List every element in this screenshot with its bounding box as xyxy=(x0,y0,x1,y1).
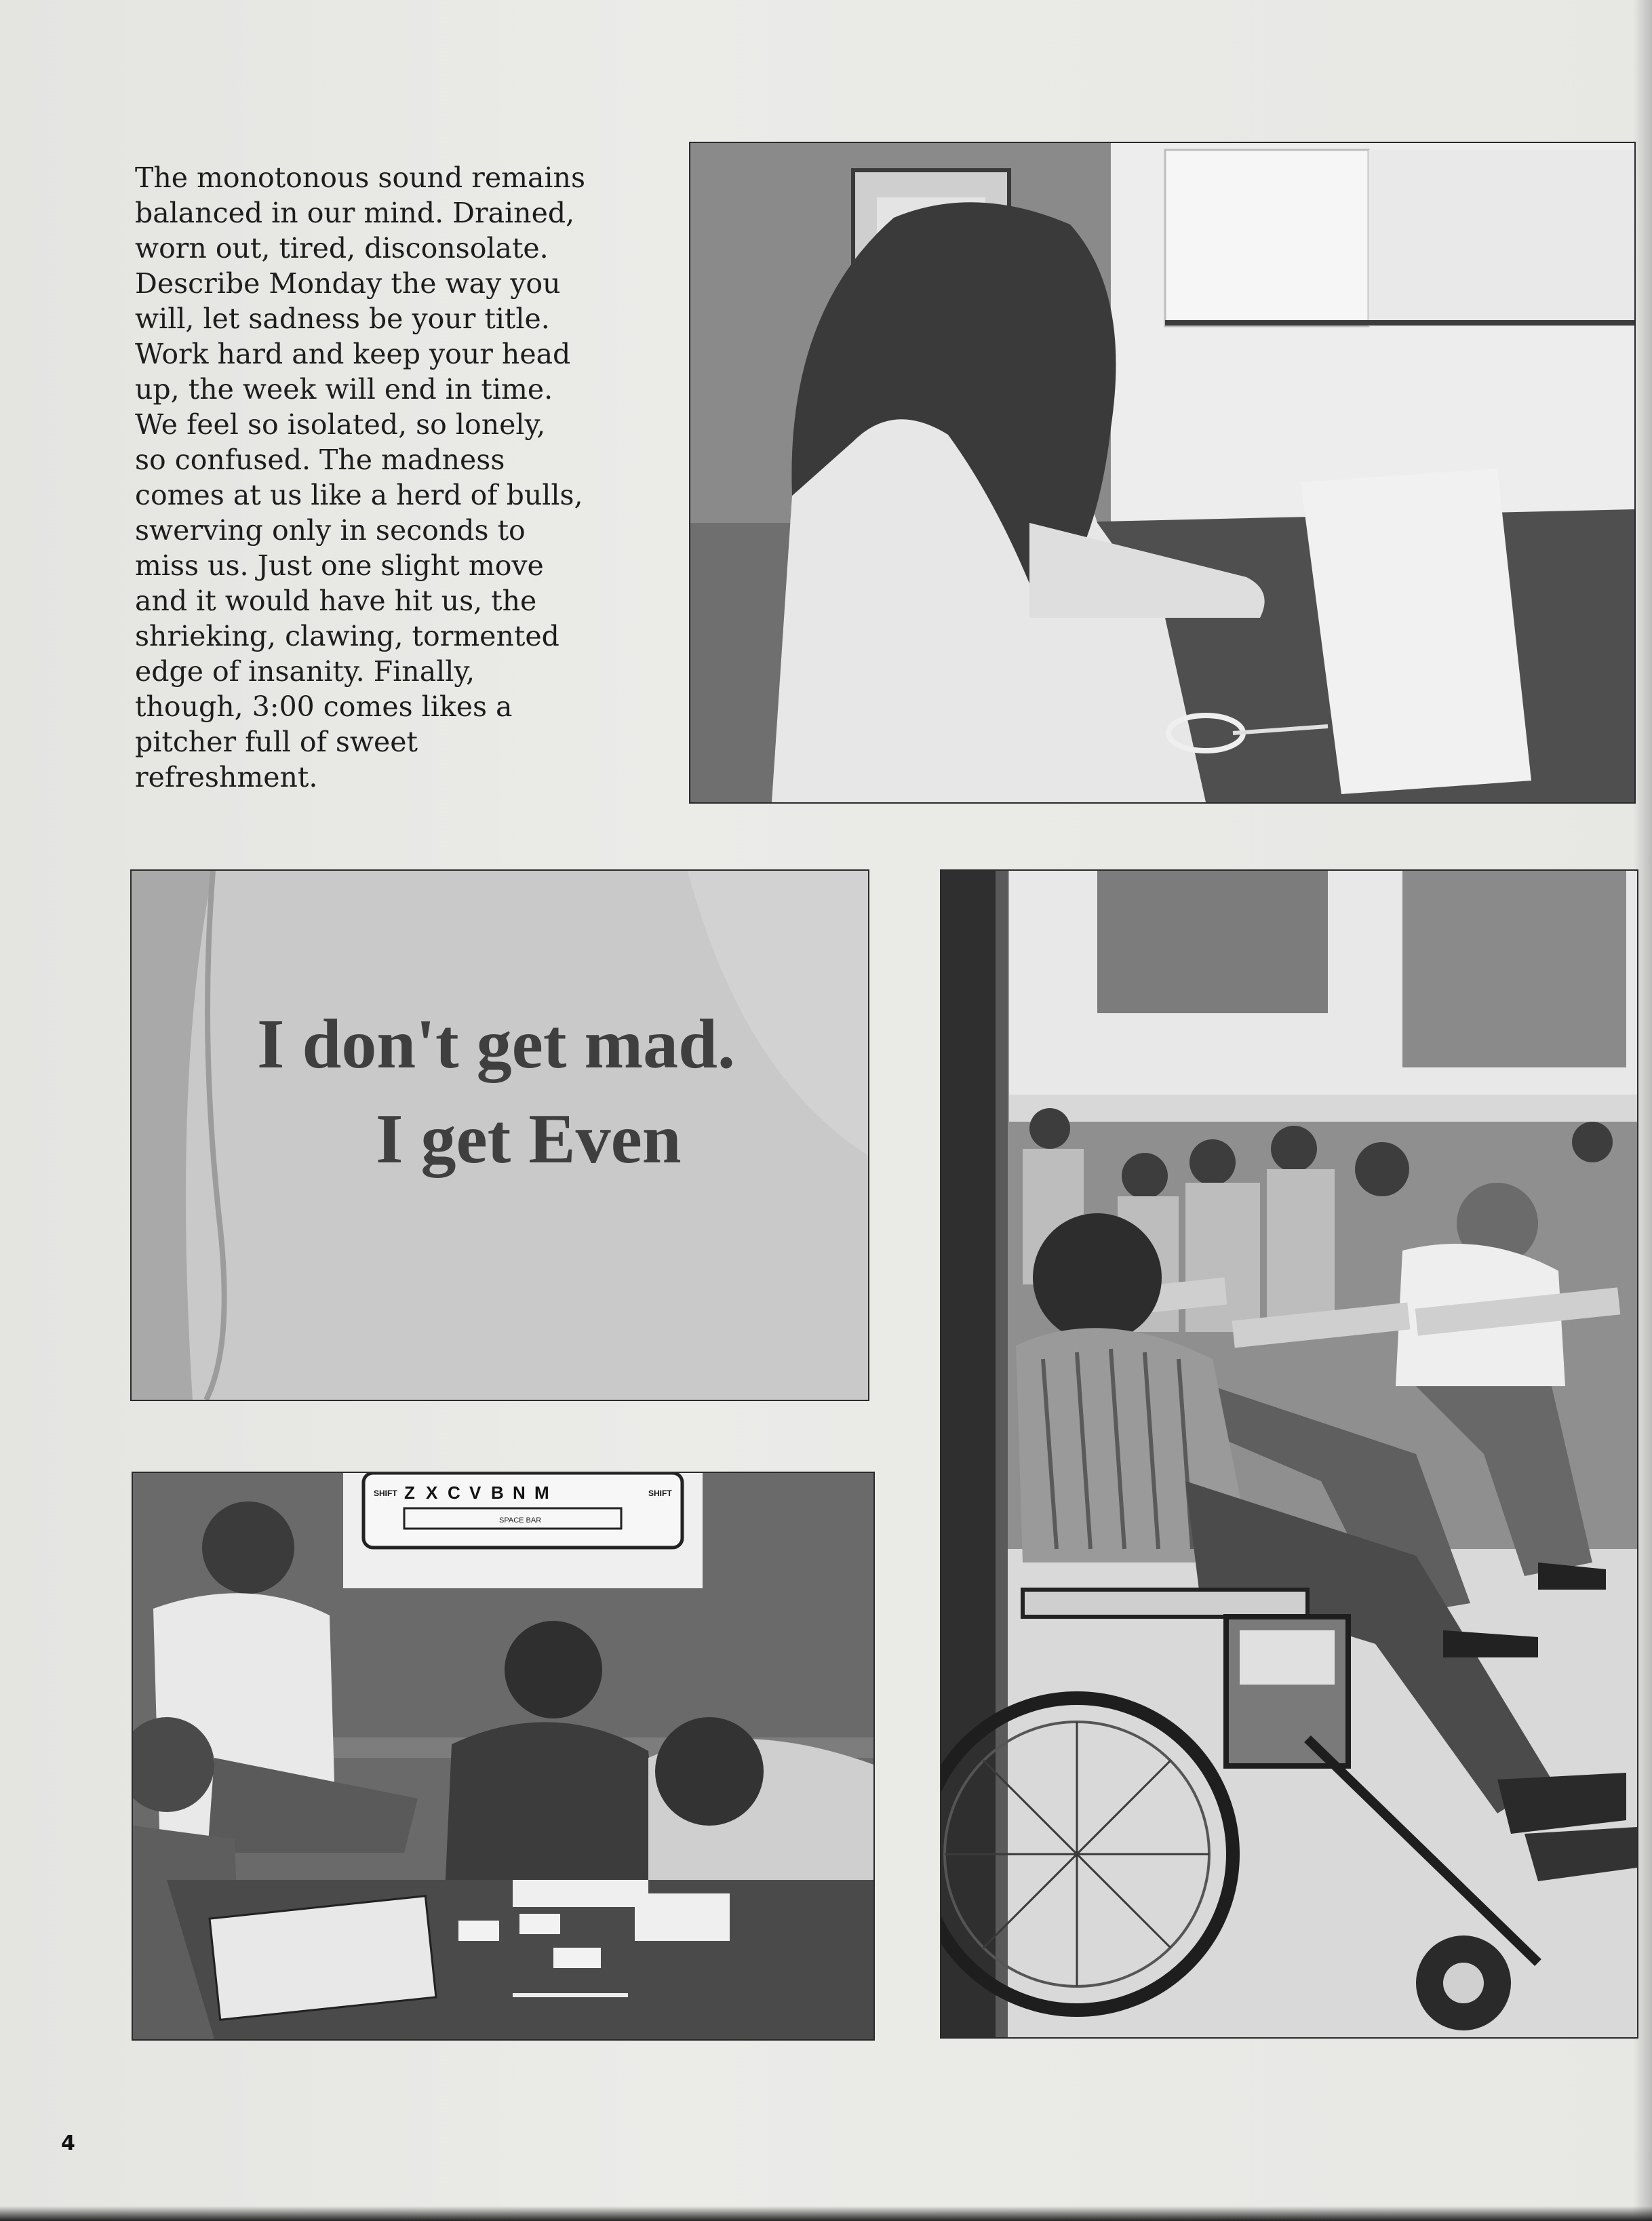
photo-tshirt-slogan xyxy=(130,869,869,1401)
shirt-slogan-line2: I get Even xyxy=(376,1100,682,1178)
page-bottom-edge xyxy=(0,2206,1652,2221)
poster-key-z: Z xyxy=(404,1482,415,1503)
photo-classroom-wheelchair xyxy=(940,869,1638,2039)
photo-students-board-game xyxy=(132,1472,875,2041)
poster-key-n: N xyxy=(513,1482,526,1503)
poster-key-m: M xyxy=(534,1482,549,1503)
poster-key-b: B xyxy=(491,1482,504,1503)
poster-shift-left: SHIFT xyxy=(374,1489,397,1498)
body-text: The monotonous sound remains balanced in our mind. Drained, worn out, tired, disconsolate. Describe Monday the way you will, let sadness be your title. Work hard and keep your head up, the week will end in time. We feel so isolated, so lonely, so confused. The madness comes at us like a herd of bulls, swerving only in seconds to miss us. Just one slight move and it would have hit us, the shrieking, clawing, tormented edge of insanity. Finally, though, 3:00 comes likes a pitcher full of sweet refreshment. xyxy=(135,161,585,793)
poster-shift-right: SHIFT xyxy=(648,1489,672,1498)
poster-space-bar: SPACE BAR xyxy=(499,1516,542,1525)
shirt-slogan-line1: I don't get mad. xyxy=(257,1005,735,1083)
photo-girl-cutting-paper xyxy=(689,142,1636,804)
poster-key-v: V xyxy=(469,1482,481,1503)
page-number: 4 xyxy=(61,2131,75,2155)
poster-key-x: X xyxy=(426,1482,438,1503)
poster-key-c: C xyxy=(448,1482,460,1503)
